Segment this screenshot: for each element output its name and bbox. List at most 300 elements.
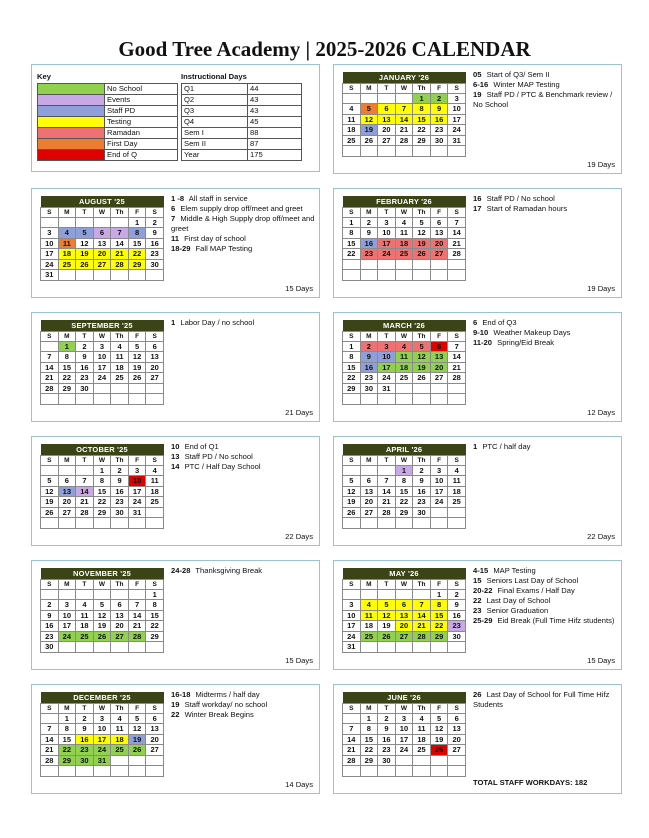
day-cell: 3 <box>93 713 111 724</box>
day-cell: 11 <box>146 476 164 487</box>
day-cell: 3 <box>378 341 396 352</box>
event-text: Fall MAP Testing <box>193 244 253 253</box>
event-item <box>171 462 315 472</box>
day-cell: 22 <box>58 745 76 756</box>
empty-day-cell <box>111 383 129 394</box>
day-cell: 23 <box>360 249 378 260</box>
day-cell: 24 <box>41 259 59 270</box>
day-cell: 22 <box>413 125 431 136</box>
day-cell: 9 <box>146 228 164 239</box>
month-events <box>171 690 315 720</box>
day-cell: 3 <box>430 465 448 476</box>
event-date: 05 <box>473 70 482 79</box>
empty-day-cell <box>41 394 59 405</box>
month-panel <box>31 684 320 794</box>
key-row <box>38 106 178 117</box>
key-swatch <box>38 139 105 150</box>
empty-day-cell <box>76 766 94 777</box>
day-cell: 28 <box>111 259 129 270</box>
day-cell: 27 <box>146 373 164 384</box>
day-cell: 14 <box>448 228 466 239</box>
day-cell: 10 <box>93 352 111 363</box>
day-cell: 6 <box>430 341 448 352</box>
instructional-count: 43 <box>248 106 302 117</box>
month-calendar <box>40 320 164 405</box>
day-cell: 14 <box>111 238 129 249</box>
event-text: Staff workday/ no school <box>182 700 268 709</box>
day-cell: 19 <box>76 249 94 260</box>
day-cell: 12 <box>93 610 111 621</box>
empty-day-cell <box>343 93 361 104</box>
day-cell: 15 <box>430 610 448 621</box>
weekday-header: M <box>58 455 76 465</box>
empty-day-cell <box>448 766 466 777</box>
event-text: PTC / half day <box>480 442 531 451</box>
month-day-count: 14 Days <box>285 780 313 789</box>
weekday-header: W <box>93 331 111 341</box>
day-cell: 1 <box>360 713 378 724</box>
day-cell: 1 <box>343 217 361 228</box>
day-cell: 1 <box>146 589 164 600</box>
day-cell: 31 <box>343 642 361 653</box>
event-date: 24-28 <box>171 566 191 575</box>
event-text: Start of Ramadan hours <box>484 204 568 213</box>
event-date: 10 <box>171 442 180 451</box>
day-cell: 26 <box>76 259 94 270</box>
day-cell: 26 <box>128 373 146 384</box>
event-date: 25-29 <box>473 616 493 625</box>
empty-day-cell <box>58 217 76 228</box>
month-calendar <box>342 72 466 157</box>
day-cell: 18 <box>146 486 164 497</box>
day-cell: 3 <box>343 600 361 611</box>
day-cell: 8 <box>343 228 361 239</box>
day-cell: 3 <box>128 465 146 476</box>
day-cell: 6 <box>58 476 76 487</box>
empty-day-cell <box>448 270 466 281</box>
event-date: 11-20 <box>473 338 493 347</box>
day-cell: 28 <box>41 383 59 394</box>
day-cell: 12 <box>430 724 448 735</box>
instructional-count: 175 <box>248 150 302 161</box>
day-cell: 7 <box>128 600 146 611</box>
empty-day-cell <box>146 394 164 405</box>
weekday-header: Th <box>413 83 431 93</box>
event-date: 14 <box>171 462 180 471</box>
day-cell: 18 <box>58 249 76 260</box>
day-cell: 28 <box>76 507 94 518</box>
month-day-count: 19 Days <box>587 160 615 169</box>
day-cell: 25 <box>146 497 164 508</box>
empty-day-cell <box>430 146 448 157</box>
key-swatch <box>38 84 105 95</box>
empty-day-cell <box>343 589 361 600</box>
day-cell: 23 <box>430 125 448 136</box>
day-cell: 17 <box>448 114 466 125</box>
day-cell: 4 <box>111 713 129 724</box>
day-cell: 22 <box>395 497 413 508</box>
instructional-count: 87 <box>248 139 302 150</box>
weekday-header: F <box>430 579 448 589</box>
instructional-row <box>182 84 302 95</box>
weekday-header: Th <box>413 703 431 713</box>
empty-day-cell <box>76 465 94 476</box>
event-text: Weather Makeup Days <box>491 328 571 337</box>
day-cell: 16 <box>76 362 94 373</box>
weekday-header: S <box>448 331 466 341</box>
event-text: End of Q3 <box>480 318 517 327</box>
day-cell: 25 <box>395 373 413 384</box>
empty-day-cell <box>41 589 59 600</box>
day-cell: 22 <box>93 497 111 508</box>
day-cell: 19 <box>128 734 146 745</box>
weekday-header: S <box>146 207 164 217</box>
day-cell: 18 <box>111 362 129 373</box>
day-cell: 30 <box>41 642 59 653</box>
day-cell: 20 <box>58 497 76 508</box>
day-cell: 1 <box>93 465 111 476</box>
day-cell: 12 <box>128 724 146 735</box>
day-cell: 4 <box>146 465 164 476</box>
day-cell: 3 <box>58 600 76 611</box>
day-cell: 5 <box>413 217 431 228</box>
day-cell: 16 <box>146 238 164 249</box>
month-name: MARCH '26 <box>343 320 466 331</box>
weekday-header: S <box>146 703 164 713</box>
day-cell: 2 <box>360 341 378 352</box>
day-cell: 21 <box>378 497 396 508</box>
event-date: 7 <box>171 214 176 223</box>
day-cell: 7 <box>378 476 396 487</box>
day-cell: 26 <box>343 507 361 518</box>
day-cell: 15 <box>58 362 76 373</box>
weekday-header: M <box>360 83 378 93</box>
event-date: 18-29 <box>171 244 191 253</box>
day-cell: 4 <box>360 600 378 611</box>
day-cell: 24 <box>93 745 111 756</box>
empty-day-cell <box>360 259 378 270</box>
day-cell: 17 <box>93 734 111 745</box>
weekday-header: T <box>76 579 94 589</box>
weekday-header: T <box>378 83 396 93</box>
empty-day-cell <box>360 270 378 281</box>
day-cell: 1 <box>58 341 76 352</box>
weekday-header: F <box>128 579 146 589</box>
day-cell: 31 <box>378 383 396 394</box>
weekday-header: M <box>360 455 378 465</box>
empty-day-cell <box>413 518 431 529</box>
day-cell: 7 <box>111 228 129 239</box>
day-cell: 12 <box>41 486 59 497</box>
event-item <box>473 566 617 576</box>
empty-day-cell <box>395 259 413 270</box>
day-cell: 2 <box>76 713 94 724</box>
event-item <box>171 214 315 234</box>
weekday-header: S <box>448 579 466 589</box>
empty-day-cell <box>76 217 94 228</box>
day-cell: 13 <box>430 228 448 239</box>
day-cell: 29 <box>430 631 448 642</box>
day-cell: 18 <box>413 734 431 745</box>
weekday-header: W <box>93 207 111 217</box>
instructional-period: Sem II <box>182 139 248 150</box>
month-panel <box>333 560 622 670</box>
event-item <box>171 452 315 462</box>
day-cell: 13 <box>360 486 378 497</box>
event-text: Middle & High Supply drop off/meet and greet <box>171 214 315 233</box>
day-cell: 18 <box>360 621 378 632</box>
weekday-header: W <box>395 331 413 341</box>
empty-day-cell <box>76 518 94 529</box>
day-cell: 3 <box>395 713 413 724</box>
event-item <box>473 194 617 204</box>
empty-day-cell <box>343 146 361 157</box>
month-name: APRIL '26 <box>343 444 466 455</box>
event-date: 9-10 <box>473 328 489 337</box>
event-text: Eid Break (Full Time Hifz students) <box>495 616 615 625</box>
day-cell: 17 <box>93 362 111 373</box>
empty-day-cell <box>378 465 396 476</box>
day-cell: 20 <box>430 362 448 373</box>
day-cell: 30 <box>146 259 164 270</box>
day-cell: 2 <box>360 217 378 228</box>
empty-day-cell <box>360 518 378 529</box>
weekday-header: Th <box>111 703 129 713</box>
day-cell: 23 <box>360 373 378 384</box>
event-item <box>473 80 617 90</box>
day-cell: 22 <box>343 373 361 384</box>
day-cell: 1 <box>343 341 361 352</box>
day-cell: 30 <box>76 755 94 766</box>
event-item <box>473 318 617 328</box>
day-cell: 8 <box>93 476 111 487</box>
event-text: Last Day of School for Full Time Hifz Students <box>473 690 610 709</box>
day-cell: 24 <box>378 249 396 260</box>
event-item <box>473 616 617 626</box>
day-cell: 1 <box>413 93 431 104</box>
event-text: Final Exams / Half Day <box>495 586 575 595</box>
day-cell: 15 <box>93 486 111 497</box>
weekday-header: T <box>378 331 396 341</box>
month-panel <box>333 188 622 298</box>
day-cell: 4 <box>111 341 129 352</box>
empty-day-cell <box>413 755 431 766</box>
day-cell: 25 <box>448 497 466 508</box>
key-row <box>38 150 178 161</box>
day-cell: 11 <box>448 476 466 487</box>
empty-day-cell <box>111 217 129 228</box>
day-cell: 18 <box>76 621 94 632</box>
weekday-header: Th <box>413 455 431 465</box>
weekday-header: S <box>343 455 361 465</box>
day-cell: 27 <box>93 259 111 270</box>
month-panel <box>31 560 320 670</box>
day-cell: 1 <box>395 465 413 476</box>
day-cell: 17 <box>128 486 146 497</box>
event-item <box>473 690 617 710</box>
key-label: Testing <box>105 117 178 128</box>
key-swatch <box>38 117 105 128</box>
day-cell: 18 <box>395 238 413 249</box>
month-name: NOVEMBER '25 <box>41 568 164 579</box>
empty-day-cell <box>76 642 94 653</box>
event-text: Winter Break Begins <box>182 710 254 719</box>
month-day-count: 21 Days <box>285 408 313 417</box>
month-panel <box>333 684 622 794</box>
day-cell: 15 <box>360 734 378 745</box>
event-text: Labor Day / no school <box>178 318 255 327</box>
day-cell: 24 <box>378 373 396 384</box>
day-cell: 30 <box>378 755 396 766</box>
instructional-count: 44 <box>248 84 302 95</box>
day-cell: 19 <box>430 734 448 745</box>
empty-day-cell <box>93 270 111 281</box>
weekday-header: F <box>128 703 146 713</box>
weekday-header: Th <box>413 207 431 217</box>
day-cell: 5 <box>430 713 448 724</box>
day-cell: 23 <box>413 497 431 508</box>
empty-day-cell <box>41 518 59 529</box>
empty-day-cell <box>111 270 129 281</box>
day-cell: 6 <box>93 228 111 239</box>
event-date: 26 <box>473 690 482 699</box>
day-cell: 21 <box>448 238 466 249</box>
day-cell: 6 <box>146 341 164 352</box>
day-cell: 26 <box>360 135 378 146</box>
day-cell: 7 <box>41 724 59 735</box>
event-date: 15 <box>473 576 482 585</box>
empty-day-cell <box>430 270 448 281</box>
day-cell: 14 <box>395 114 413 125</box>
day-cell: 21 <box>41 373 59 384</box>
day-cell: 19 <box>413 238 431 249</box>
month-events <box>473 566 617 626</box>
day-cell: 13 <box>93 238 111 249</box>
empty-day-cell <box>76 394 94 405</box>
day-cell: 6 <box>395 600 413 611</box>
month-day-count: 22 Days <box>587 532 615 541</box>
day-cell: 10 <box>395 724 413 735</box>
day-cell: 4 <box>58 228 76 239</box>
day-cell: 31 <box>128 507 146 518</box>
day-cell: 16 <box>76 734 94 745</box>
day-cell: 20 <box>430 238 448 249</box>
empty-day-cell <box>343 270 361 281</box>
empty-day-cell <box>58 518 76 529</box>
weekday-header: M <box>360 207 378 217</box>
day-cell: 28 <box>413 631 431 642</box>
day-cell: 6 <box>360 476 378 487</box>
day-cell: 23 <box>41 631 59 642</box>
weekday-header: T <box>378 207 396 217</box>
empty-day-cell <box>128 642 146 653</box>
month-name: OCTOBER '25 <box>41 444 164 455</box>
event-date: 11 <box>171 234 180 243</box>
empty-day-cell <box>41 713 59 724</box>
day-cell: 2 <box>76 341 94 352</box>
empty-day-cell <box>93 642 111 653</box>
event-date: 4-15 <box>473 566 489 575</box>
weekday-header: S <box>343 703 361 713</box>
event-text: Winter MAP Testing <box>491 80 560 89</box>
empty-day-cell <box>58 394 76 405</box>
weekday-header: T <box>378 579 396 589</box>
day-cell: 16 <box>448 610 466 621</box>
key-label: Staff PD <box>105 106 178 117</box>
day-cell: 3 <box>93 341 111 352</box>
day-cell: 27 <box>111 631 129 642</box>
weekday-header: W <box>395 455 413 465</box>
day-cell: 20 <box>395 621 413 632</box>
empty-day-cell <box>360 93 378 104</box>
event-item <box>473 596 617 606</box>
instructional-period: Sem I <box>182 128 248 139</box>
weekday-header: S <box>448 83 466 93</box>
empty-day-cell <box>58 766 76 777</box>
day-cell: 13 <box>430 352 448 363</box>
day-cell: 5 <box>41 476 59 487</box>
empty-day-cell <box>413 642 431 653</box>
weekday-header: W <box>395 703 413 713</box>
day-cell: 19 <box>413 362 431 373</box>
day-cell: 11 <box>360 610 378 621</box>
day-cell: 19 <box>343 497 361 508</box>
empty-day-cell <box>41 217 59 228</box>
empty-day-cell <box>395 93 413 104</box>
key-label: First Day <box>105 139 178 150</box>
day-cell: 15 <box>413 114 431 125</box>
day-cell: 24 <box>58 631 76 642</box>
empty-day-cell <box>395 394 413 405</box>
empty-day-cell <box>343 518 361 529</box>
weekday-header: S <box>343 331 361 341</box>
day-cell: 22 <box>360 745 378 756</box>
key-row <box>38 117 178 128</box>
day-cell: 1 <box>58 713 76 724</box>
day-cell: 4 <box>395 217 413 228</box>
day-cell: 14 <box>448 352 466 363</box>
empty-day-cell <box>111 755 129 766</box>
day-cell: 4 <box>76 600 94 611</box>
total-staff-workdays: TOTAL STAFF WORKDAYS: 182 <box>473 778 588 787</box>
event-date: 1 <box>473 442 478 451</box>
day-cell: 24 <box>395 745 413 756</box>
day-cell: 21 <box>395 125 413 136</box>
weekday-header: S <box>448 455 466 465</box>
month-panel <box>333 312 622 422</box>
month-calendar <box>342 692 466 777</box>
event-item <box>473 338 617 348</box>
day-cell: 11 <box>111 352 129 363</box>
day-cell: 3 <box>378 217 396 228</box>
empty-day-cell <box>128 755 146 766</box>
empty-day-cell <box>343 766 361 777</box>
event-date: 6 <box>473 318 478 327</box>
day-cell: 14 <box>378 486 396 497</box>
day-cell: 24 <box>430 497 448 508</box>
event-item <box>171 234 315 244</box>
day-cell: 26 <box>430 745 448 756</box>
event-item <box>171 442 315 452</box>
day-cell: 2 <box>146 217 164 228</box>
event-item <box>473 606 617 616</box>
month-panel <box>31 188 320 298</box>
day-cell: 3 <box>41 228 59 239</box>
day-cell: 21 <box>413 621 431 632</box>
weekday-header: S <box>146 579 164 589</box>
empty-day-cell <box>395 146 413 157</box>
empty-day-cell <box>378 259 396 270</box>
